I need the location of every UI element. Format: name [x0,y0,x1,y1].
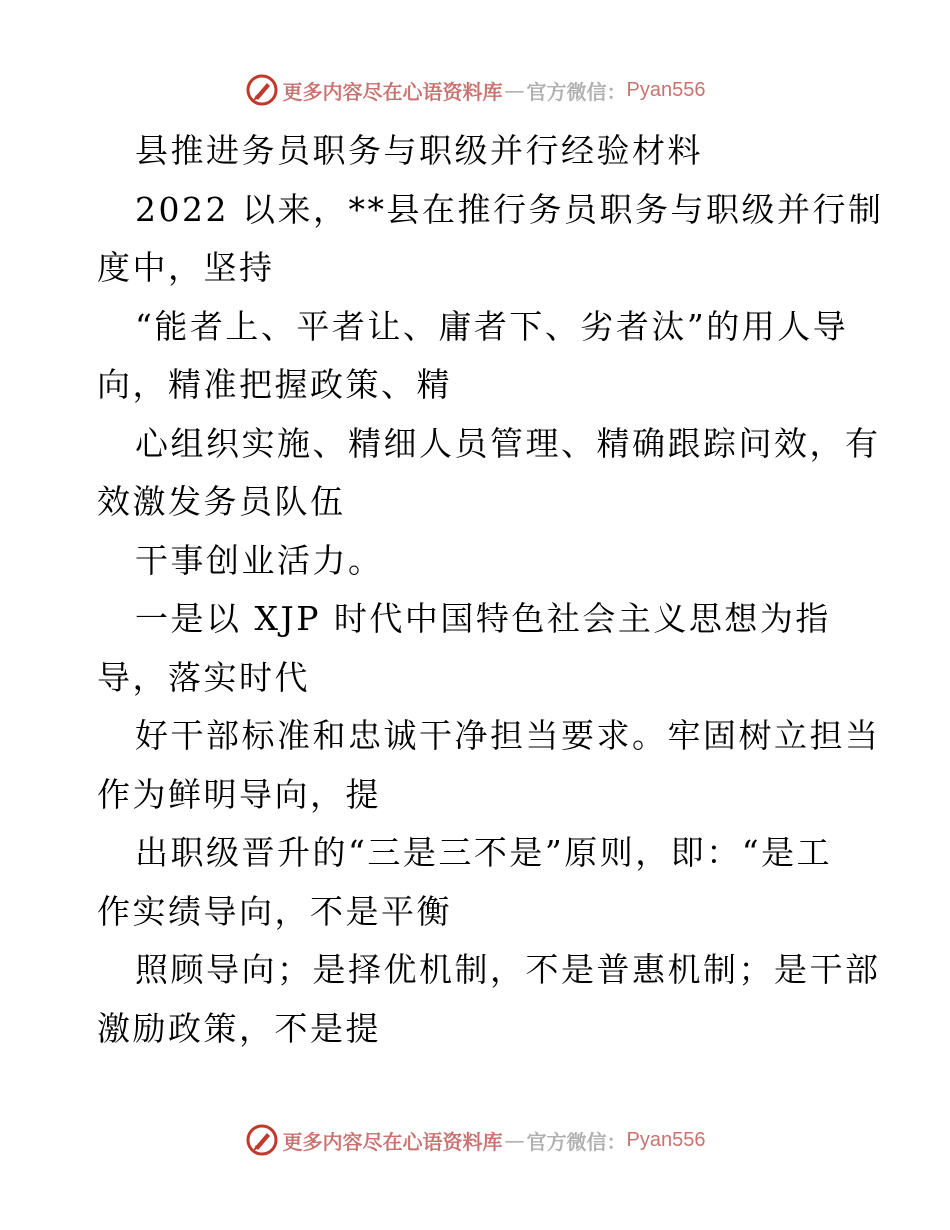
header-watermark [0,70,950,110]
text-line: 心组织实施、精细人员管理、精确跟踪问效，有 [135,423,881,463]
text-line: 干事创业活力。 [135,540,384,580]
watermark-wechat-id: Pyan556 [626,78,706,101]
text-line: 作为鲜明导向，提 [97,774,381,814]
text-line: 向，精准把握政策、精 [97,365,452,404]
text-line: 效激发务员队伍 [97,482,346,521]
document-body [97,122,884,1058]
text-line: 县推进务员职务与职级并行经验材料 [135,131,703,170]
text-line: 度中，坚持 [97,248,275,287]
text-line: 出职级晋升的“三是三不是”原则，即：“是工 [135,833,833,872]
text-line: 激励政策，不是提 [97,1008,381,1048]
text-line: 一是以 XJP 时代中国特色社会主义思想为指 [135,599,831,638]
text-line: “能者上、平者让、庸者下、劣者汰”的用人导 [135,306,849,346]
text-line: 照顾导向；是择优机制，不是普惠机制；是干部 [135,950,881,989]
watermark-wechat-label: 官方微信： [526,1129,627,1154]
watermark-site-text: 更多内容尽在心语资料库 [282,79,503,104]
text-line: 作实绩导向，不是平衡 [97,891,452,931]
watermark-wechat-label: 官方微信： [526,79,627,104]
watermark-wechat-id: Pyan556 [626,1128,706,1151]
text-line: 导，落实时代 [97,657,310,697]
watermark-site-text: 更多内容尽在心语资料库 [282,1129,503,1154]
pen-logo-icon [245,1123,279,1157]
watermark-dash: — [504,78,525,102]
pen-logo-icon [245,73,279,107]
footer-watermark [0,1120,950,1160]
watermark-dash: — [504,1128,525,1152]
text-line: 2022 以来，**县在推行务员职务与职级并行制 [135,189,884,229]
text-line: 好干部标准和忠诚干净担当要求。牢固树立担当 [135,716,881,755]
